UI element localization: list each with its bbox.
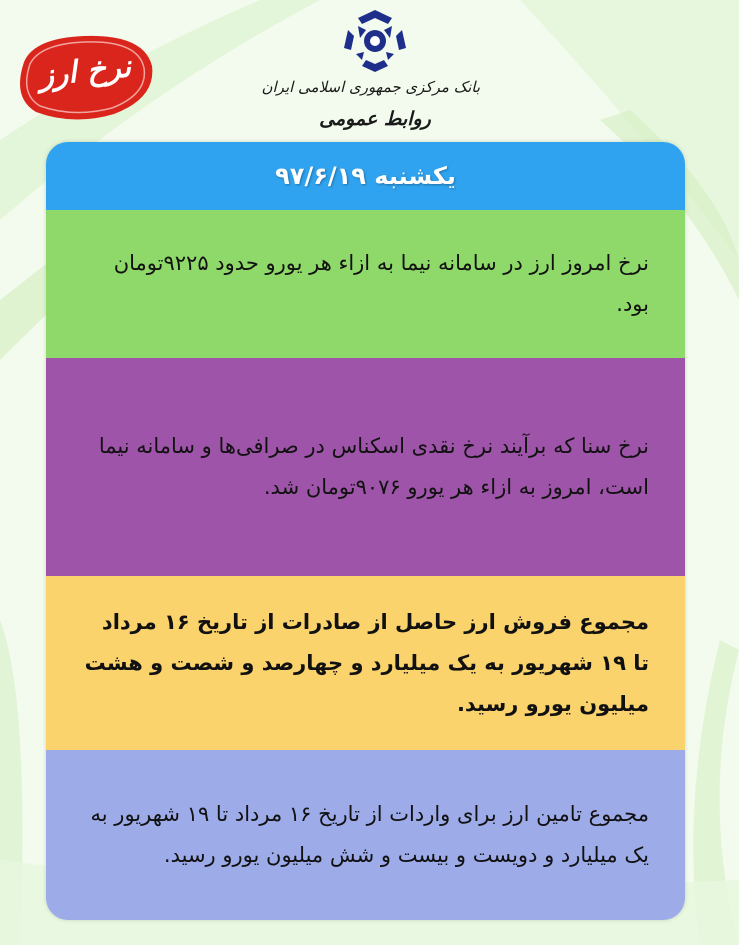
section-text: مجموع فروش ارز حاصل از صادرات از تاریخ ۱۶ مرداد تا ۱۹ شهریور به یک میلیارد و چهارصد و شصت و هشت میلیون یورو رسید. <box>84 609 649 716</box>
department-name: روابط عمومی <box>319 108 431 130</box>
section-text: نرخ سنا که برآیند نرخ نقدی اسکناس در صرافی‌ها و سامانه نیما است، امروز به ازاء هر یورو ۹۰۷۶تومان شد. <box>98 434 649 499</box>
logo-block <box>261 8 480 138</box>
section-export-sales <box>46 576 685 750</box>
bank-name: بانک مرکزی جمهوری اسلامی ایران <box>261 78 480 96</box>
stamp-label: نرخ ارز <box>37 49 133 94</box>
section-sana-rate <box>46 358 685 576</box>
section-import-supply <box>46 750 685 920</box>
section-text: مجموع تامین ارز برای واردات از تاریخ ۱۶ مرداد تا ۱۹ شهریور به یک میلیارد و دویست و بیست و شش میلیون یورو رسید. <box>90 802 649 867</box>
section-text: نرخ امروز ارز در سامانه نیما به ازاء هر یورو حدود ۹۲۲۵تومان بود. <box>113 251 649 316</box>
date-label: یکشنبه ۹۷/۶/۱۹ <box>275 162 456 190</box>
info-card <box>46 142 685 920</box>
date-bar <box>46 142 685 210</box>
section-nima-rate <box>46 210 685 358</box>
central-bank-logo-icon <box>342 8 408 74</box>
